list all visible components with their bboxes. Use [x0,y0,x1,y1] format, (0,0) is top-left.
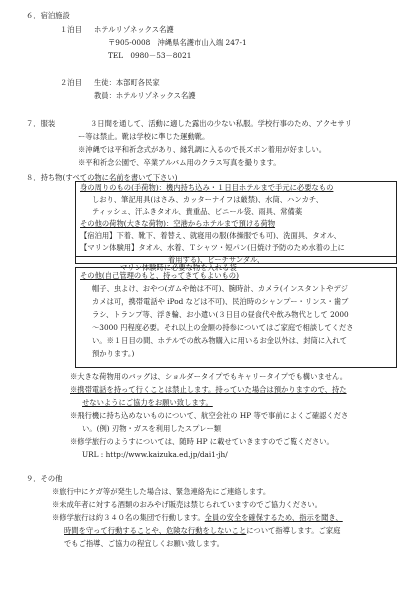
other-line4-text: について指導します。ご家庭 [246,526,341,535]
checked-heading: その他の荷物(大きな荷物)：空港からホテルまで預ける荷物 [80,219,276,228]
night1-tel: TEL 0980－53－8021 [108,51,192,60]
night2-students: 生徒：本部町各民家 [94,78,160,87]
clothing-line2: ー等は禁止。靴は学校に準じた運動靴。 [78,132,210,141]
optional-line1: 帽子、虫よけ、おやつ(ガムや飴は不可)、腕時計、カメラ(インスタントやデジ [92,284,348,293]
airline-note-line2: い。(例) 刃物・ガスを利用したスプレー類 [82,424,222,433]
other-line4 [64,527,340,534]
other-line4-underlined: 時間を守って行動することや、危険な行動をしないこと [64,526,247,535]
section7-heading: ７．服装 [26,119,56,128]
hp-note: ※修学旅行のようすについては、随時 HP に載せていきますのでご覧ください。 [70,437,334,446]
clothing-line1: ３日間を通して、活動に適した露出の少ない私服。学校行事のため、アクセサリ [90,119,353,128]
carry-on-line1: しおり、筆記用具(はさみ、カッターナイフは厳禁)、水筒、ハンカチ、 [92,195,324,204]
night2-teachers: 教員：ホテルリゾネックス名護 [94,91,196,100]
other-line3-text: ※修学旅行は約３４０名の集団で行動します。 [52,513,205,522]
optional-line5: い。※１日目の間、ホテルでの飲み物購入に用いるお金以外は、封筒に入れて [92,336,348,345]
section8-heading: ８．持ち物(すべての物に名前を書いて下さい) [26,173,178,182]
night1-address: 〒905-0008 沖縄県名護市山入端 247-1 [108,38,247,47]
night1-label: １泊目 [60,25,82,34]
other-line1: ※旅行中にケガ等が発生した場合は、緊急連絡先にご連絡します。 [52,487,271,496]
school-url[interactable]: URL : http://www.kaizuka.ed.jp/dai1-jh/ [82,450,228,459]
other-line3-underlined: 全員の安全を確保するため、指示を聞き、 [204,513,343,522]
other-line5: でもご指導、ご協力の程宜しくお願い致します。 [64,539,224,548]
checked-marine1: 【マリン体験用】タオル、水着、Ｔシャツ・短パン(日焼け予防のため水着の上に [80,243,345,252]
bag-note: ※大きな荷物用のバッグは、ショルダータイプでもキャリータイプでも構いません。 [70,372,347,381]
section6-heading: ６．宿泊施設 [26,11,70,20]
other-line2: ※未成年者に対する酒類のおみやげ販売は禁じられていますのでご協力ください。 [52,500,322,509]
clothing-note2: ※平和祈念公園で、卒業アルバム用のクラス写真を撮ります。 [78,158,281,167]
checked-lodging: 【宿泊用】下着、靴下、着替え、就寝用の服(体操服でも可)、洗面具、タオル、 [80,231,341,240]
checked-marine2: 着用する)、ビーチサンダル、 [168,255,265,264]
optional-line4: ～3000 円程度必要。それ以上の金額の持参についてはご家庭で相談してくださ [92,323,354,332]
clothing-note1: ※沖縄では平和祈念式があり、縁乳調に入るので長ズボン着用が好ましい。 [78,145,327,154]
night1-hotel: ホテルリゾネックス名護 [94,25,174,34]
night2-label: ２泊目 [60,78,82,87]
airline-note-line1: ※飛行機に持ち込めないものについて、航空会社の HP 等で事前によくご確認くださ [70,411,349,420]
optional-heading: その他(自己管理のもと、持ってきてもよいもの) [80,271,239,280]
optional-line6: 預かります。) [92,349,135,358]
optional-line3: ラシ、トランプ等、浮き輪、お小遣い(３日目の昼食代や飲み物代として 2000 [92,310,349,319]
carry-on-heading: 身の周りのもの(手荷物)：機内持ち込み・１日目ホテルまで手元に必要なもの [80,183,334,192]
phone-note-line2: せないようにご協力をお願い致します。 [82,398,213,407]
phone-note-line1: ※携帯電話を持って行くことは禁止します。持っていた場合は預かりますので、持た [70,385,347,394]
other-line3 [52,514,343,521]
checked-marine3: マリン体験時に必要な物を入れる袋 [120,263,237,272]
carry-on-line2: ティッシュ、汗ふきタオル、貴重品、ビニール袋、雨具、常備薬 [92,207,303,216]
section9-heading: ９．その他 [26,474,63,483]
optional-line2: カメは可，携帯電話や iPod などは不可)、民泊時のシャンプー・リンス・歯ブ [92,297,349,306]
